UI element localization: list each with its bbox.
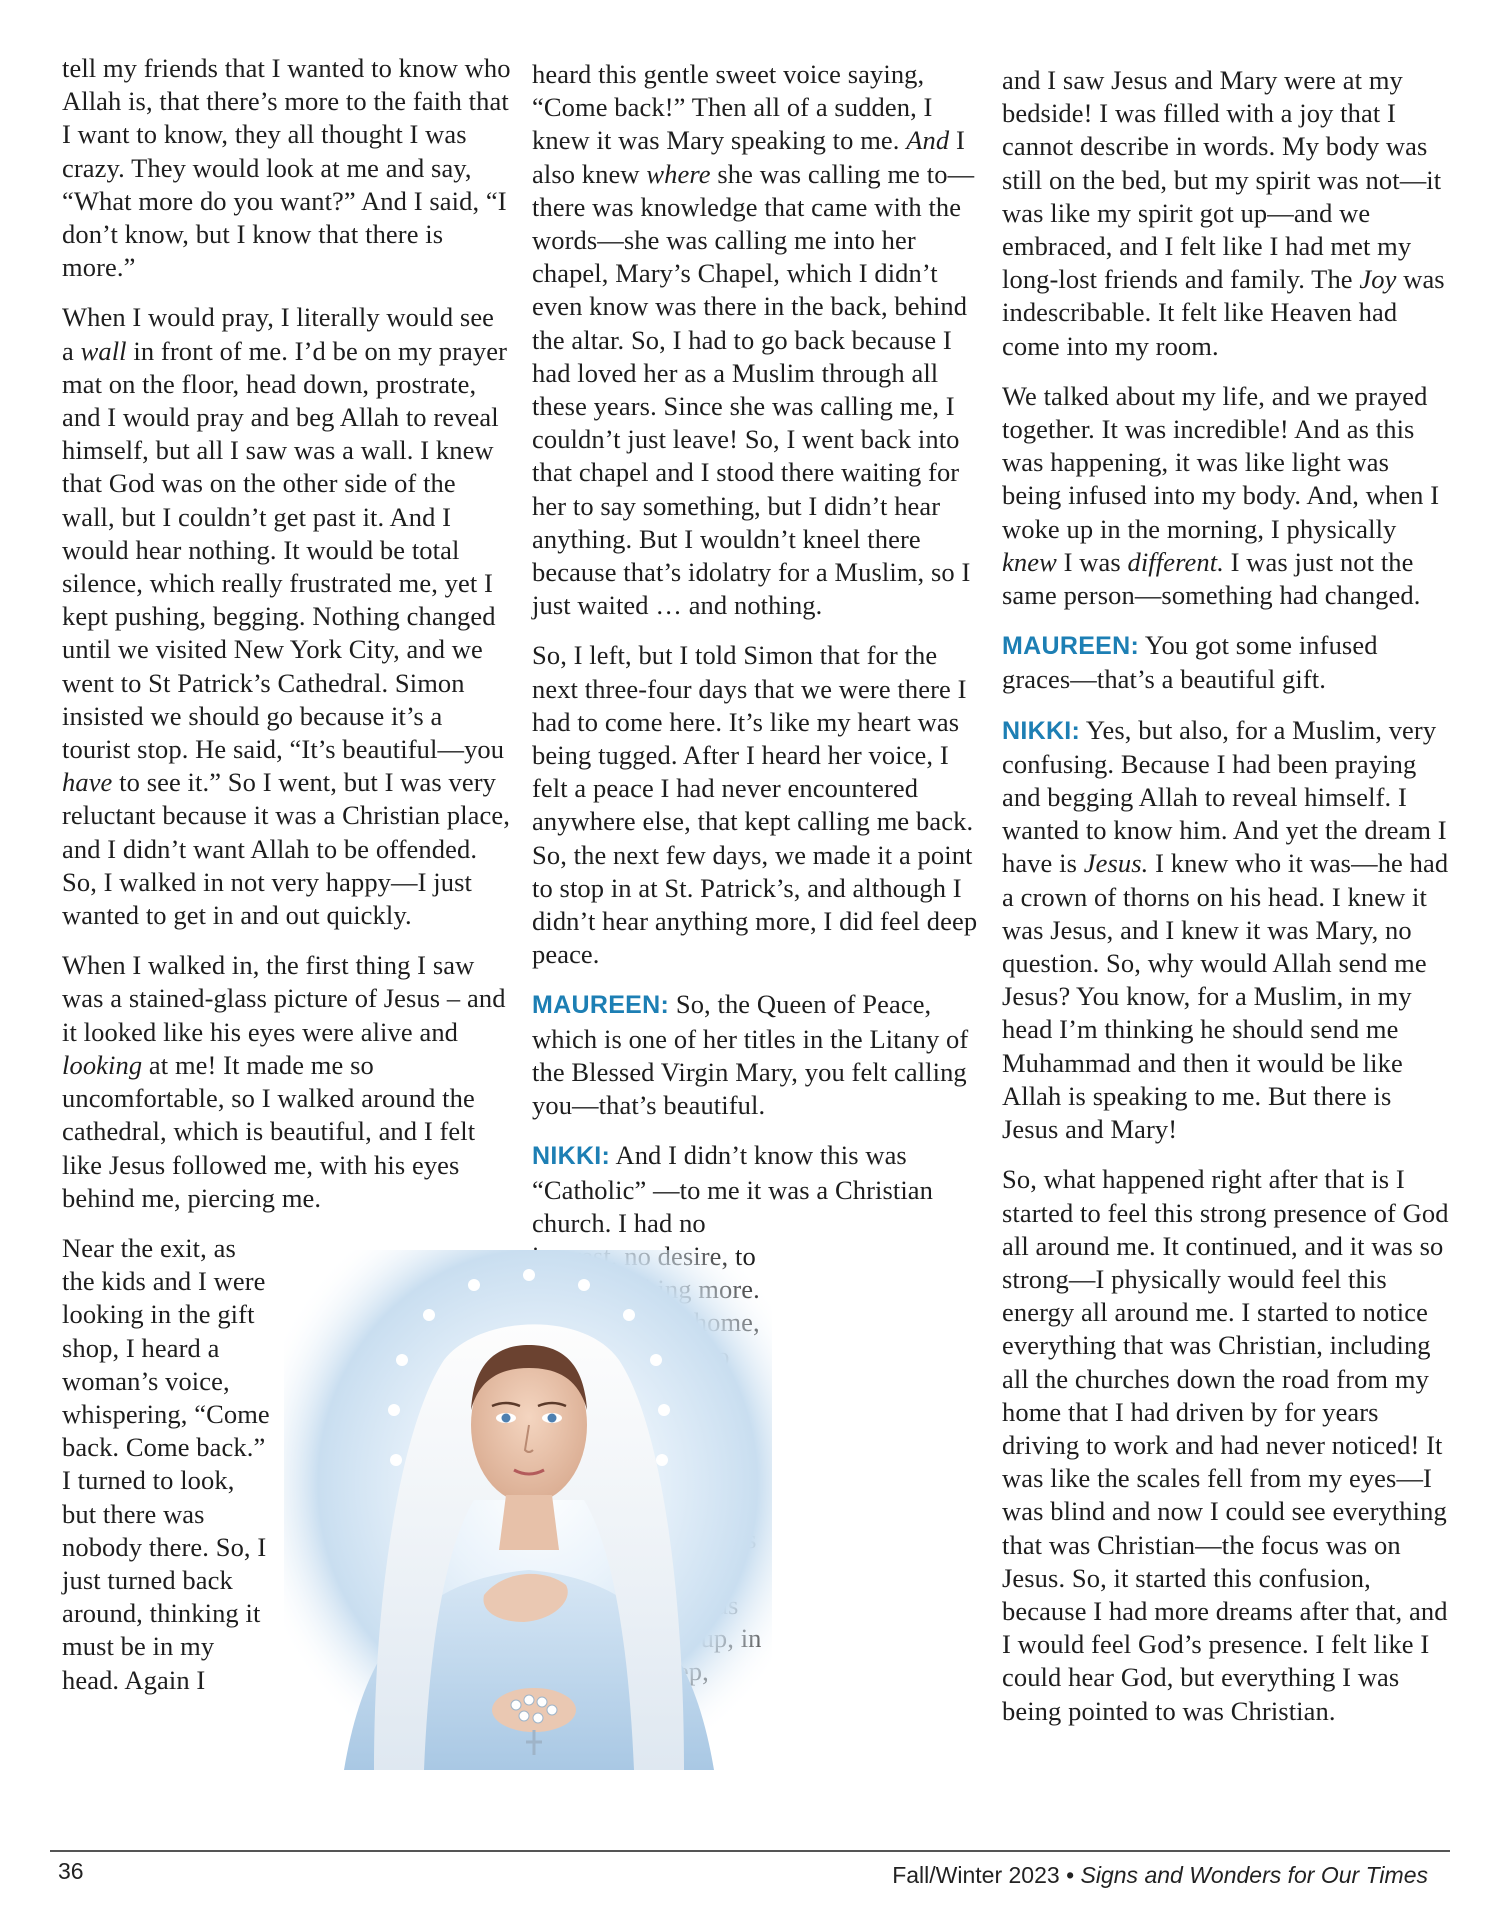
text-column-3 bbox=[1002, 64, 1452, 1745]
interview-answer: NIKKI: And I didn’t know this was “Catholic” —to me it was a Christian bbox=[532, 1140, 934, 1205]
magazine-title: Signs and Wonders for Our Times bbox=[1080, 1862, 1428, 1888]
speaker-label: MAUREEN: bbox=[532, 991, 670, 1020]
page-number: 36 bbox=[58, 1858, 84, 1884]
speaker-label: MAUREEN: bbox=[1002, 632, 1140, 661]
paragraph: Near the exit, as the kids and I were looking in the gift shop, I heard a woman’s voice, whispering, “Come back. Come back.” I turned to look, but there was nobody there. So, I just turned back around, thinking it must be in my head. Again I bbox=[62, 1232, 270, 1695]
paragraph: tell my friends that I wanted to know who Allah is, that there’s more to the faith that I want to know, they all thought I was crazy. They would look at me and say, “What more do you want?” And I said, “I don’t know, but I know that there is more.” bbox=[62, 53, 511, 283]
interview-question: MAUREEN: You got some infused graces—that’s a beautiful gift. bbox=[1002, 630, 1378, 695]
bullet-separator: • bbox=[1066, 1862, 1075, 1888]
paragraph: So, what happened right after that is I started to feel this strong presence of God all around me. It continued, and it was so strong—I physically would feel this energy all around me. I started to notice everything that was Christian, including all the churches down the road from my home that I had driven by for years driving to work and had never noticed! It was like the scales fell from my eyes—I was blind and now I could see everything that was Christian—the focus was on Jesus. So, it started this confusion, because I had more dreams after that, and I would feel God’s presence. I felt like I could hear God, but everything I was being pointed to was Christian. bbox=[1002, 1164, 1449, 1726]
speaker-label: NIKKI: bbox=[1002, 716, 1081, 745]
paragraph: When I walked in, the first thing I saw was a stained-glass picture of Jesus – and it looked like his eyes were alive and looking at me! It made me so uncomfortable, so I walked around the cathedral, which is beautiful, and I felt like Jesus followed me, with his eyes behind me, piercing me. bbox=[62, 950, 506, 1213]
interview-answer: NIKKI: Yes, but also, for a Muslim, very confusing. Because I had been praying and begging Allah to reveal himself. I wanted to know him. And yet the dream I have is Jesus. I knew who it was—he had a crown of thorns on his head. I knew it was Jesus, and I knew it was Mary, no question. So, why would Allah send me Jesus? You know, for a Muslim, in my head I’m thinking he should send me Muhammad and then it would be like Allah is speaking to me. But there is Jesus and Mary! bbox=[1002, 714, 1449, 1145]
speaker-label: NIKKI: bbox=[532, 1142, 611, 1171]
running-footer bbox=[892, 1862, 1428, 1889]
paragraph: church. I had no bbox=[532, 1207, 706, 1238]
interview-question: MAUREEN: So, the Queen of Peace, which is one of her titles in the Litany of the Blessed Virgin Mary, you felt calling you—that’s beautiful. bbox=[532, 989, 969, 1121]
footer-rule bbox=[50, 1850, 1450, 1852]
paragraph: So, I left, but I told Simon that for the next three-four days that we were there I had to come here. It’s like my heart was being tugged. After I heard her voice, I felt a peace I had never encountered anywhere else, that kept calling me back. So, the next few days, we made it a point to stop in at St. Patrick’s, and although I didn’t hear anything more, I did feel deep peace. bbox=[532, 640, 978, 970]
paragraph: and I saw Jesus and Mary were at my bedside! I was filled with a joy that I cannot describe in words. My body was still on the bed, but my spirit was not—it was like my spirit got up—and we embraced, and I felt like I had met my long-lost friends and family. The Joy was indescribable. It felt like Heaven had come into my room. bbox=[1002, 65, 1445, 361]
virgin-mary-illustration bbox=[284, 1250, 772, 1770]
issue-date: Fall/Winter 2023 bbox=[892, 1862, 1060, 1888]
paragraph: We talked about my life, and we prayed together. It was incredible! And as this was happening, it was like light was being infused into my body. And, when I woke up in the morning, I physically knew I was different. I was just not the same person—something had changed. bbox=[1002, 380, 1440, 611]
paragraph: heard this gentle sweet voice saying, “Come back!” Then all of a sudden, I knew it was Mary speaking to me. And I also knew where she was calling me to—there was knowledge that came with the words—she was calling me into her chapel, Mary’s Chapel, which I didn’t even know was there in the back, behind the altar. So, I had to go back because I had loved her as a Muslim through all these years. Since she was calling me, I couldn’t just leave! So, I went back into that chapel and I stood there waiting for her to say something, but I didn’t hear anything. But I wouldn’t kneel there because that’s idolatry for a Muslim, so I just waited … and nothing. bbox=[532, 59, 975, 621]
paragraph: When I would pray, I literally would see a wall in front of me. I’d be on my prayer mat on the floor, head down, prostrate, and I would pray and beg Allah to reveal himself, but all I saw was a wall. I knew that God was on the other side of the wall, but I couldn’t get past it. And I would hear nothing. It would be total silence, which really frustrated me, yet I kept pushing, begging. Nothing changed until we visited New York City, and we went to St Patrick’s Cathedral. Simon insisted we should go because it’s a tourist stop. He said, “It’s beautiful—you have to see it.” So I went, but I was very reluctant because it was a Christian place, and I didn’t want Allah to be offended. So, I walked in not very happy—I just wanted to get in and out quickly. bbox=[62, 302, 510, 931]
